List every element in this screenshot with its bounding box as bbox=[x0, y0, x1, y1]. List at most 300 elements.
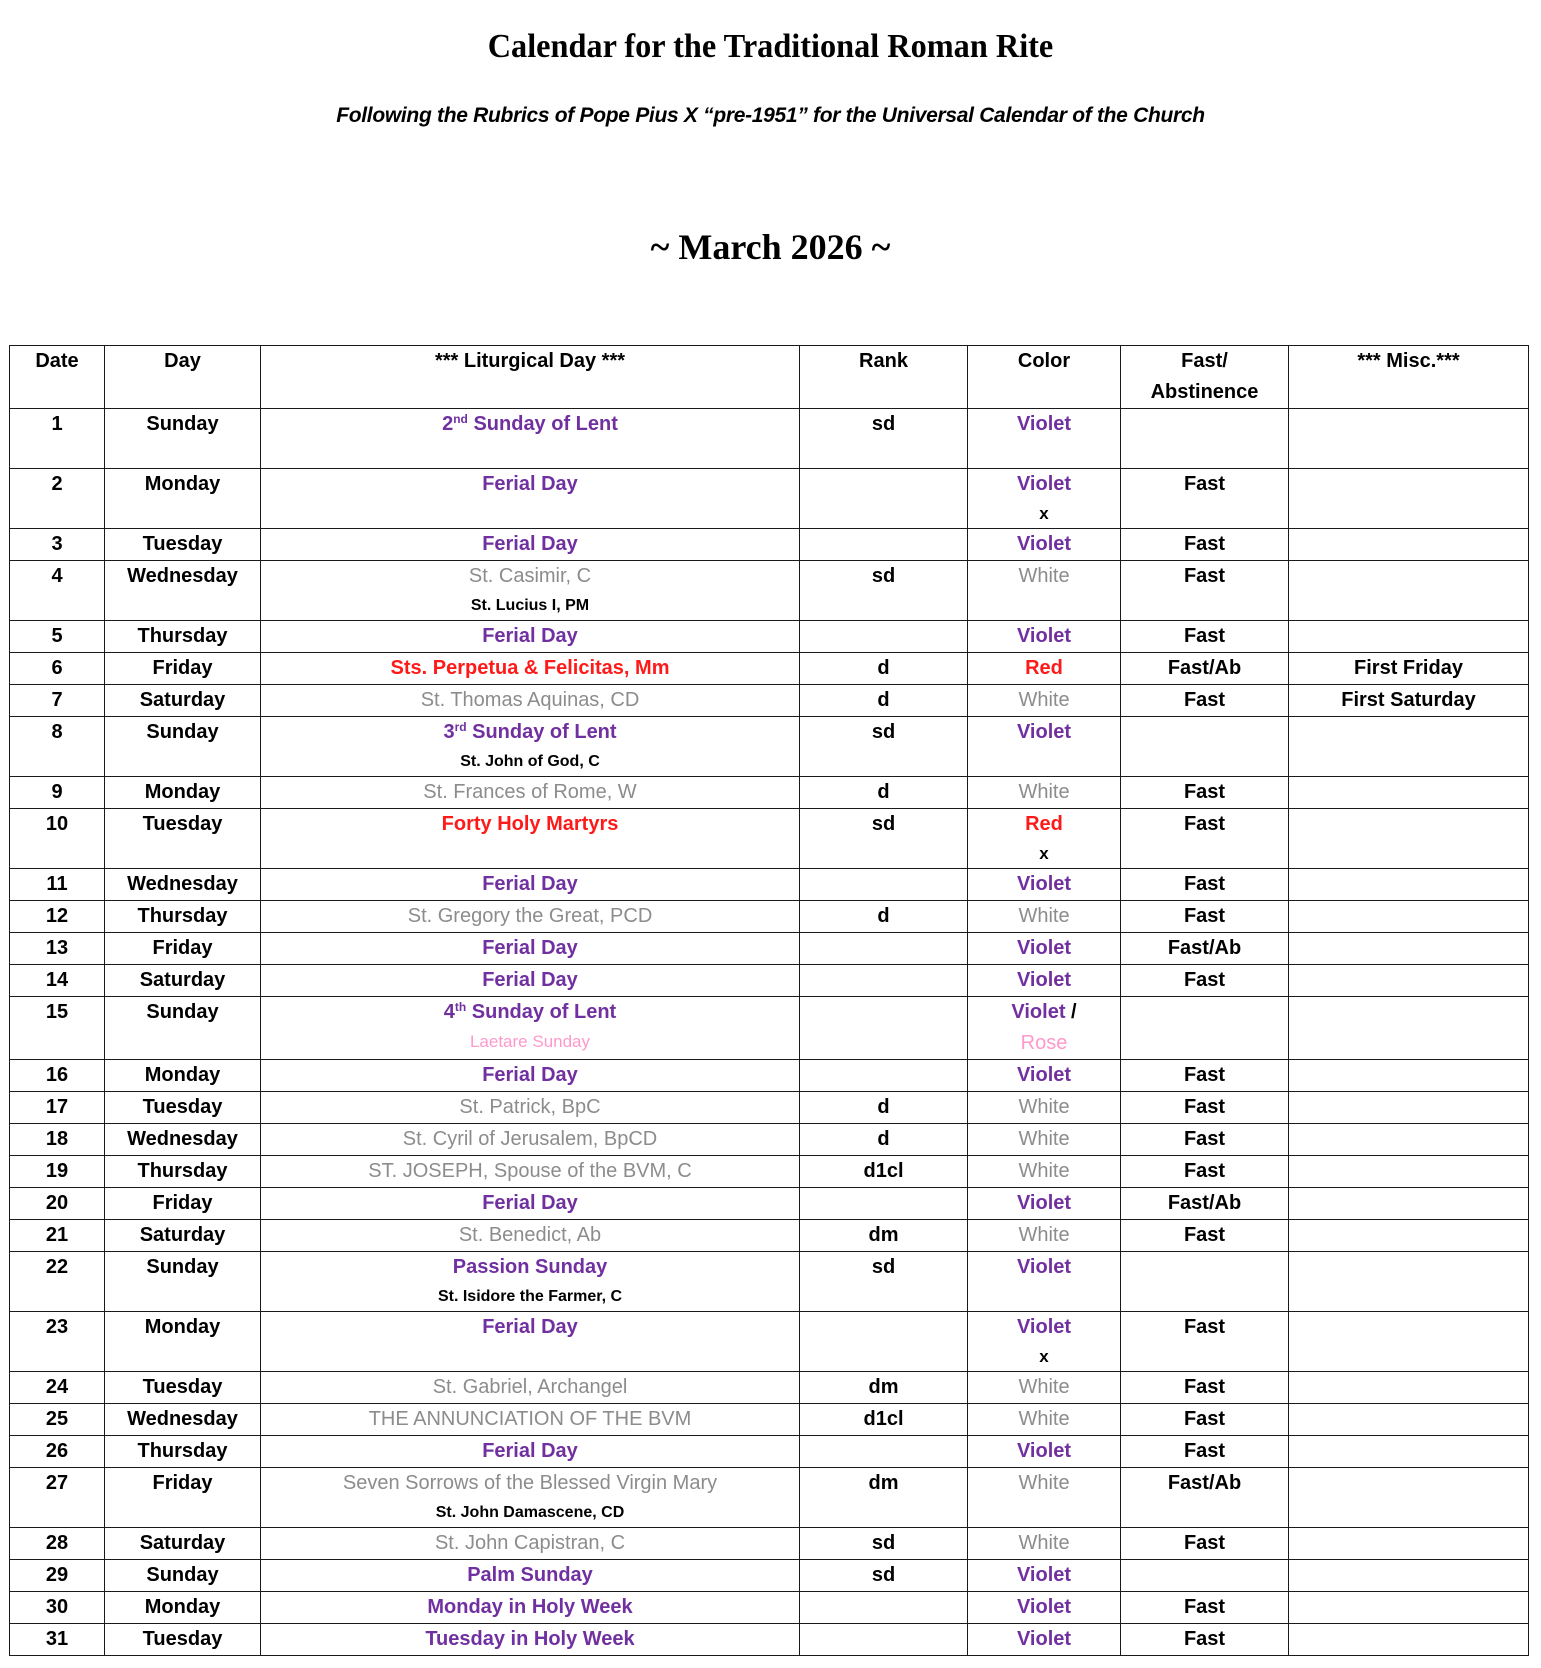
weekday-value: Friday bbox=[152, 1472, 213, 1494]
date-cell bbox=[10, 1528, 105, 1560]
fast-value: Fast bbox=[1183, 565, 1226, 587]
rank-cell bbox=[800, 1436, 968, 1468]
table-row bbox=[10, 409, 1529, 469]
vestment-color-cell bbox=[968, 1528, 1121, 1560]
rank-value: d bbox=[877, 1128, 890, 1150]
misc-cell bbox=[1289, 997, 1529, 1060]
x-mark: x bbox=[1039, 504, 1049, 523]
liturgical-day-name bbox=[469, 565, 591, 587]
date-cell bbox=[10, 529, 105, 561]
vestment-color: White bbox=[1018, 1532, 1070, 1554]
liturgical-day-name bbox=[442, 813, 619, 835]
date-cell bbox=[10, 933, 105, 965]
table-row bbox=[10, 809, 1529, 869]
vestment-color: White bbox=[1018, 1128, 1070, 1150]
vestment-color: White bbox=[1018, 905, 1070, 927]
table-row bbox=[10, 529, 1529, 561]
date-value: 11 bbox=[46, 873, 68, 895]
vestment-color: White bbox=[1018, 689, 1070, 711]
rank-cell bbox=[800, 1468, 968, 1528]
weekday-value: Sunday bbox=[146, 1256, 219, 1278]
date-cell bbox=[10, 1124, 105, 1156]
fast-abstinence-cell bbox=[1121, 1252, 1289, 1312]
fast-abstinence-cell bbox=[1121, 621, 1289, 653]
liturgical-day-name bbox=[482, 625, 578, 647]
col-header-fast-abstinence bbox=[1121, 346, 1289, 409]
rank-cell bbox=[800, 1124, 968, 1156]
liturgical-day-cell bbox=[261, 1372, 800, 1404]
liturgical-day-cell bbox=[261, 685, 800, 717]
ordinal-number: 4 bbox=[443, 1001, 455, 1023]
rank-value: d bbox=[877, 781, 890, 803]
day-cell bbox=[105, 1372, 261, 1404]
vestment-color-alt: Rose bbox=[1020, 1032, 1068, 1054]
table-row bbox=[10, 933, 1529, 965]
misc-cell bbox=[1289, 1124, 1529, 1156]
fast-abstinence-cell bbox=[1121, 1060, 1289, 1092]
vestment-color-cell bbox=[968, 997, 1121, 1060]
misc-cell bbox=[1289, 777, 1529, 809]
rank-value: sd bbox=[871, 1564, 896, 1586]
fast-value: Fast/Ab bbox=[1167, 937, 1242, 959]
date-value: 4 bbox=[51, 565, 63, 587]
weekday-value: Friday bbox=[152, 937, 213, 959]
rank-value: d bbox=[877, 689, 890, 711]
misc-cell bbox=[1289, 1092, 1529, 1124]
weekday-value: Wednesday bbox=[127, 1408, 238, 1430]
date-value: 19 bbox=[45, 1160, 69, 1182]
calendar-table bbox=[9, 345, 1529, 1656]
rank-cell bbox=[800, 561, 968, 621]
liturgical-day-title: St. Gregory the Great, PCD bbox=[407, 905, 653, 927]
liturgical-day-name bbox=[482, 1316, 578, 1338]
date-value: 28 bbox=[45, 1532, 69, 1554]
liturgical-day-title: Ferial Day bbox=[482, 873, 578, 895]
table-row bbox=[10, 1060, 1529, 1092]
rank-cell bbox=[800, 777, 968, 809]
vestment-color: Violet bbox=[1016, 1256, 1072, 1278]
liturgical-day-name bbox=[442, 413, 618, 435]
col-header-liturgical-day: *** Liturgical Day *** bbox=[261, 346, 800, 409]
fast-value: Fast bbox=[1183, 1316, 1226, 1338]
liturgical-day-cell bbox=[261, 1528, 800, 1560]
date-cell bbox=[10, 717, 105, 777]
date-value: 5 bbox=[51, 625, 63, 647]
misc-cell bbox=[1289, 1252, 1529, 1312]
day-cell bbox=[105, 1092, 261, 1124]
header-row bbox=[10, 346, 1529, 409]
rank-cell bbox=[800, 1312, 968, 1372]
vestment-color-cell bbox=[968, 933, 1121, 965]
fast-value: Fast bbox=[1183, 625, 1226, 647]
fast-value: Fast bbox=[1183, 1628, 1226, 1650]
fast-abstinence-cell bbox=[1121, 1156, 1289, 1188]
fast-value: Fast bbox=[1183, 1224, 1226, 1246]
vestment-color: Violet bbox=[1016, 625, 1072, 647]
liturgical-day-name bbox=[467, 1564, 593, 1586]
weekday-value: Saturday bbox=[139, 1224, 226, 1246]
misc-cell bbox=[1289, 1312, 1529, 1372]
rank-value: dm bbox=[868, 1376, 899, 1398]
ordinal-number: 3 bbox=[443, 721, 455, 743]
date-value: 9 bbox=[51, 781, 63, 803]
date-cell bbox=[10, 1372, 105, 1404]
weekday-value: Sunday bbox=[146, 721, 219, 743]
liturgical-day-name bbox=[427, 1596, 632, 1618]
liturgical-day-name bbox=[368, 1160, 691, 1182]
col-header-abstinence: Abstinence bbox=[1150, 381, 1259, 403]
day-cell bbox=[105, 869, 261, 901]
fast-abstinence-cell bbox=[1121, 1220, 1289, 1252]
table-row bbox=[10, 869, 1529, 901]
vestment-color-cell bbox=[968, 777, 1121, 809]
fast-abstinence-cell bbox=[1121, 1436, 1289, 1468]
fast-value: Fast bbox=[1183, 1064, 1226, 1086]
day-cell bbox=[105, 1188, 261, 1220]
misc-cell bbox=[1289, 529, 1529, 561]
table-row bbox=[10, 1624, 1529, 1656]
month-heading: ~ March 2026 ~ bbox=[650, 227, 891, 267]
fast-abstinence-cell bbox=[1121, 1468, 1289, 1528]
vestment-color-cell bbox=[968, 1060, 1121, 1092]
weekday-value: Tuesday bbox=[142, 813, 223, 835]
vestment-color-cell bbox=[968, 561, 1121, 621]
fast-value: Fast bbox=[1183, 781, 1226, 803]
rank-cell bbox=[800, 469, 968, 529]
liturgical-day-cell bbox=[261, 1188, 800, 1220]
liturgical-day-title: Ferial Day bbox=[482, 473, 578, 495]
rank-value: sd bbox=[871, 565, 896, 587]
misc-cell bbox=[1289, 1060, 1529, 1092]
liturgical-day-title: Sunday of Lent bbox=[467, 413, 618, 435]
day-cell bbox=[105, 965, 261, 997]
rank-cell bbox=[800, 1592, 968, 1624]
misc-cell bbox=[1289, 1404, 1529, 1436]
vestment-color-cell bbox=[968, 1156, 1121, 1188]
liturgical-day-title: Ferial Day bbox=[482, 1316, 578, 1338]
liturgical-day-name bbox=[482, 1440, 578, 1462]
vestment-color: Violet bbox=[1016, 1596, 1072, 1618]
day-cell bbox=[105, 1124, 261, 1156]
misc-cell bbox=[1289, 653, 1529, 685]
liturgical-day-title: Ferial Day bbox=[482, 937, 578, 959]
fast-value: Fast bbox=[1183, 689, 1226, 711]
vestment-color-cell bbox=[968, 409, 1121, 469]
rank-cell bbox=[800, 933, 968, 965]
misc-cell bbox=[1289, 409, 1529, 469]
date-value: 18 bbox=[45, 1128, 69, 1150]
rank-value: sd bbox=[871, 413, 896, 435]
date-cell bbox=[10, 1092, 105, 1124]
fast-value: Fast bbox=[1183, 1128, 1226, 1150]
misc-cell bbox=[1289, 869, 1529, 901]
vestment-color-cell bbox=[968, 1092, 1121, 1124]
misc-value: First Saturday bbox=[1341, 689, 1476, 711]
date-cell bbox=[10, 965, 105, 997]
day-cell bbox=[105, 1592, 261, 1624]
misc-cell bbox=[1289, 1372, 1529, 1404]
date-cell bbox=[10, 1188, 105, 1220]
liturgical-day-cell bbox=[261, 1220, 800, 1252]
day-cell bbox=[105, 1252, 261, 1312]
weekday-value: Tuesday bbox=[142, 1096, 223, 1118]
fast-abstinence-cell bbox=[1121, 933, 1289, 965]
table-row bbox=[10, 1404, 1529, 1436]
rank-cell bbox=[800, 901, 968, 933]
weekday-value: Thursday bbox=[137, 1440, 228, 1462]
rank-value: sd bbox=[871, 1256, 896, 1278]
date-cell bbox=[10, 469, 105, 529]
fast-value: Fast bbox=[1183, 533, 1226, 555]
table-row bbox=[10, 1312, 1529, 1372]
table-row bbox=[10, 1156, 1529, 1188]
day-cell bbox=[105, 1528, 261, 1560]
day-cell bbox=[105, 1060, 261, 1092]
vestment-color-cell bbox=[968, 653, 1121, 685]
commemoration: Laetare Sunday bbox=[469, 1032, 591, 1051]
liturgical-day-title: St. Benedict, Ab bbox=[458, 1224, 602, 1246]
fast-abstinence-cell bbox=[1121, 653, 1289, 685]
vestment-color: Red bbox=[1025, 657, 1063, 679]
date-value: 30 bbox=[45, 1596, 69, 1618]
fast-value: Fast bbox=[1183, 905, 1226, 927]
vestment-color: White bbox=[1018, 1408, 1070, 1430]
rank-value: d bbox=[877, 905, 890, 927]
table-row bbox=[10, 1372, 1529, 1404]
liturgical-day-cell bbox=[261, 1124, 800, 1156]
vestment-color: Violet bbox=[1016, 969, 1072, 991]
day-cell bbox=[105, 777, 261, 809]
misc-cell bbox=[1289, 1592, 1529, 1624]
vestment-color: Violet bbox=[1016, 1564, 1072, 1586]
date-cell bbox=[10, 561, 105, 621]
vestment-color: Violet bbox=[1016, 1628, 1072, 1650]
weekday-value: Monday bbox=[144, 1316, 221, 1338]
liturgical-day-title: St. Thomas Aquinas, CD bbox=[420, 689, 640, 711]
fast-abstinence-cell bbox=[1121, 1124, 1289, 1156]
liturgical-day-cell bbox=[261, 809, 800, 869]
date-cell bbox=[10, 1220, 105, 1252]
date-value: 29 bbox=[45, 1564, 69, 1586]
rank-cell bbox=[800, 1528, 968, 1560]
weekday-value: Sunday bbox=[146, 1001, 219, 1023]
date-cell bbox=[10, 901, 105, 933]
day-cell bbox=[105, 901, 261, 933]
ordinal-suffix: nd bbox=[453, 412, 468, 426]
date-value: 23 bbox=[45, 1316, 69, 1338]
misc-cell bbox=[1289, 965, 1529, 997]
table-row bbox=[10, 717, 1529, 777]
vestment-color: Violet bbox=[1016, 1316, 1072, 1338]
fast-abstinence-cell bbox=[1121, 777, 1289, 809]
fast-value: Fast bbox=[1183, 1096, 1226, 1118]
liturgical-day-name bbox=[433, 1376, 628, 1398]
liturgical-day-name bbox=[421, 689, 640, 711]
table-row bbox=[10, 1124, 1529, 1156]
rank-cell bbox=[800, 1404, 968, 1436]
date-value: 31 bbox=[45, 1628, 69, 1650]
rank-value: sd bbox=[871, 1532, 896, 1554]
vestment-color-cell bbox=[968, 621, 1121, 653]
fast-value: Fast bbox=[1183, 969, 1226, 991]
vestment-color: White bbox=[1018, 781, 1070, 803]
day-cell bbox=[105, 933, 261, 965]
liturgical-day-title: St. Casimir, C bbox=[468, 565, 592, 587]
liturgical-day-cell bbox=[261, 1624, 800, 1656]
day-cell bbox=[105, 1624, 261, 1656]
fast-abstinence-cell bbox=[1121, 965, 1289, 997]
rank-cell bbox=[800, 653, 968, 685]
date-cell bbox=[10, 409, 105, 469]
liturgical-day-cell bbox=[261, 1092, 800, 1124]
day-cell bbox=[105, 1468, 261, 1528]
liturgical-day-cell bbox=[261, 653, 800, 685]
liturgical-day-cell bbox=[261, 529, 800, 561]
fast-abstinence-cell bbox=[1121, 409, 1289, 469]
weekday-value: Tuesday bbox=[142, 1628, 223, 1650]
col-header-color: Color bbox=[968, 346, 1121, 409]
date-value: 8 bbox=[51, 721, 63, 743]
weekday-value: Thursday bbox=[137, 905, 228, 927]
rank-cell bbox=[800, 1092, 968, 1124]
document-subtitle: Following the Rubrics of Pope Pius X “pre-1951” for the Universal Calendar of the Church bbox=[336, 104, 1205, 127]
misc-cell bbox=[1289, 469, 1529, 529]
weekday-value: Saturday bbox=[139, 969, 226, 991]
date-cell bbox=[10, 809, 105, 869]
table-row bbox=[10, 1468, 1529, 1528]
weekday-value: Sunday bbox=[146, 413, 219, 435]
liturgical-day-cell bbox=[261, 561, 800, 621]
fast-abstinence-cell bbox=[1121, 1624, 1289, 1656]
rank-cell bbox=[800, 997, 968, 1060]
vestment-color: Violet bbox=[1016, 1440, 1072, 1462]
rank-value: sd bbox=[871, 721, 896, 743]
weekday-value: Wednesday bbox=[127, 1128, 238, 1150]
liturgical-day-title: Ferial Day bbox=[482, 969, 578, 991]
rank-value: dm bbox=[868, 1224, 899, 1246]
date-value: 12 bbox=[45, 905, 69, 927]
liturgical-day-title: Ferial Day bbox=[482, 533, 578, 555]
vestment-color: Violet bbox=[1016, 413, 1072, 435]
table-row bbox=[10, 901, 1529, 933]
table-row bbox=[10, 685, 1529, 717]
liturgical-day-title: Sunday of Lent bbox=[466, 721, 617, 743]
misc-cell bbox=[1289, 1468, 1529, 1528]
misc-cell bbox=[1289, 933, 1529, 965]
document-title: Calendar for the Traditional Roman Rite bbox=[487, 28, 1054, 65]
table-row bbox=[10, 1528, 1529, 1560]
fast-abstinence-cell bbox=[1121, 1092, 1289, 1124]
fast-value: Fast bbox=[1183, 1440, 1226, 1462]
misc-cell bbox=[1289, 1560, 1529, 1592]
rank-value: dm bbox=[868, 1472, 899, 1494]
liturgical-day-cell bbox=[261, 1468, 800, 1528]
date-cell bbox=[10, 869, 105, 901]
table-row bbox=[10, 469, 1529, 529]
rank-cell bbox=[800, 869, 968, 901]
commemoration: St. Lucius I, PM bbox=[470, 597, 590, 614]
vestment-color: White bbox=[1018, 1160, 1070, 1182]
x-mark: x bbox=[1039, 844, 1049, 863]
fast-abstinence-cell bbox=[1121, 1404, 1289, 1436]
table-row bbox=[10, 1092, 1529, 1124]
liturgical-day-name bbox=[453, 1256, 608, 1278]
misc-cell bbox=[1289, 809, 1529, 869]
date-cell bbox=[10, 1156, 105, 1188]
fast-abstinence-cell bbox=[1121, 997, 1289, 1060]
fast-abstinence-cell bbox=[1121, 717, 1289, 777]
date-cell bbox=[10, 1404, 105, 1436]
fast-value: Fast bbox=[1183, 813, 1226, 835]
date-value: 17 bbox=[45, 1096, 69, 1118]
weekday-value: Monday bbox=[144, 473, 221, 495]
date-value: 10 bbox=[45, 813, 69, 835]
liturgical-day-name bbox=[443, 721, 616, 743]
col-header-day: Day bbox=[105, 346, 261, 409]
liturgical-day-cell bbox=[261, 1060, 800, 1092]
date-value: 22 bbox=[45, 1256, 69, 1278]
fast-abstinence-cell bbox=[1121, 869, 1289, 901]
vestment-color: Violet bbox=[1016, 1192, 1072, 1214]
liturgical-day-name bbox=[459, 1224, 601, 1246]
fast-abstinence-cell bbox=[1121, 1372, 1289, 1404]
liturgical-day-name bbox=[403, 1128, 658, 1150]
liturgical-day-cell bbox=[261, 469, 800, 529]
rank-cell bbox=[800, 717, 968, 777]
misc-cell bbox=[1289, 1156, 1529, 1188]
vestment-color: White bbox=[1018, 1096, 1070, 1118]
liturgical-day-name bbox=[435, 1532, 625, 1554]
date-value: 13 bbox=[45, 937, 69, 959]
weekday-value: Saturday bbox=[139, 1532, 226, 1554]
vestment-color-cell bbox=[968, 1312, 1121, 1372]
date-value: 2 bbox=[51, 473, 63, 495]
date-value: 27 bbox=[45, 1472, 69, 1494]
misc-cell bbox=[1289, 901, 1529, 933]
weekday-value: Wednesday bbox=[127, 565, 238, 587]
fast-value: Fast bbox=[1183, 1160, 1226, 1182]
date-value: 21 bbox=[45, 1224, 69, 1246]
liturgical-day-name bbox=[482, 533, 578, 555]
liturgical-day-name bbox=[343, 1472, 717, 1494]
date-cell bbox=[10, 1060, 105, 1092]
liturgical-day-title: Sunday of Lent bbox=[466, 1001, 617, 1023]
vestment-color: Violet bbox=[1016, 1064, 1072, 1086]
weekday-value: Saturday bbox=[139, 689, 226, 711]
vestment-color-cell bbox=[968, 1436, 1121, 1468]
liturgical-day-name bbox=[482, 937, 578, 959]
fast-abstinence-cell bbox=[1121, 1528, 1289, 1560]
liturgical-day-name bbox=[482, 969, 578, 991]
rank-cell bbox=[800, 621, 968, 653]
misc-cell bbox=[1289, 1528, 1529, 1560]
liturgical-day-title: Passion Sunday bbox=[452, 1256, 608, 1278]
day-cell bbox=[105, 1404, 261, 1436]
day-cell bbox=[105, 1560, 261, 1592]
vestment-color-cell bbox=[968, 901, 1121, 933]
commemoration: St. John of God, C bbox=[460, 753, 600, 770]
liturgical-day-cell bbox=[261, 933, 800, 965]
ordinal-number: 2 bbox=[442, 413, 454, 435]
table-row bbox=[10, 1252, 1529, 1312]
weekday-value: Friday bbox=[152, 1192, 213, 1214]
color-separator: / bbox=[1065, 1001, 1077, 1023]
liturgical-day-cell bbox=[261, 717, 800, 777]
liturgical-day-title: Seven Sorrows of the Blessed Virgin Mary bbox=[342, 1472, 718, 1494]
date-value: 26 bbox=[45, 1440, 69, 1462]
day-cell bbox=[105, 621, 261, 653]
fast-abstinence-cell bbox=[1121, 809, 1289, 869]
